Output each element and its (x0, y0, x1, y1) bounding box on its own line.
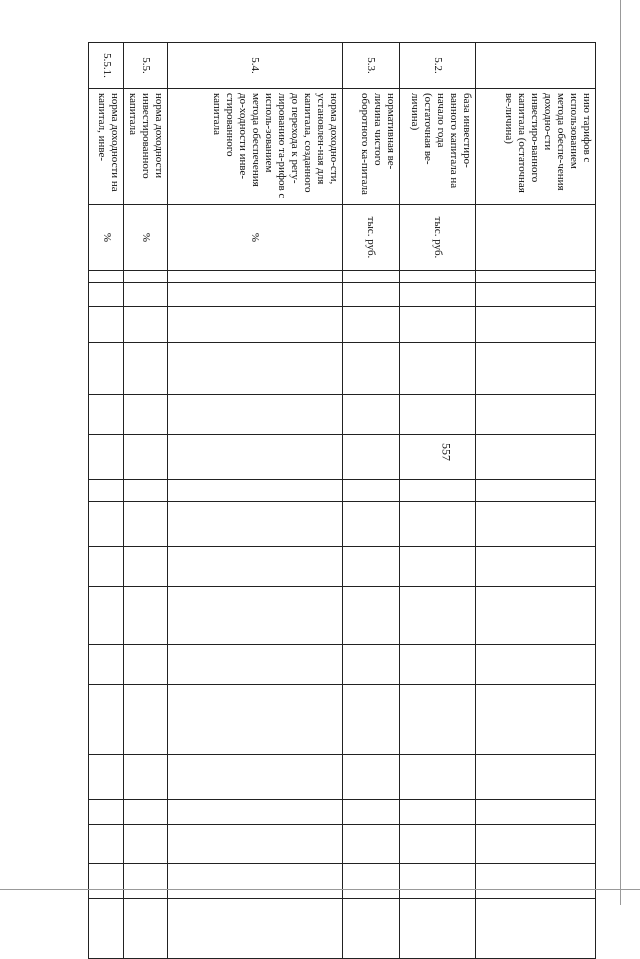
value-cell (124, 755, 168, 800)
table-row (124, 43, 168, 959)
value-cell (124, 587, 168, 645)
value-cell (343, 864, 400, 899)
value-cell (476, 502, 596, 547)
value-cell (124, 864, 168, 899)
value-cell (343, 645, 400, 685)
value-cell (400, 283, 476, 307)
value-cell (476, 685, 596, 755)
value-cell (476, 800, 596, 825)
value-cell (89, 645, 124, 685)
value-cell (400, 587, 476, 645)
value-cell (476, 395, 596, 435)
value-cell (343, 800, 400, 825)
value-cell (400, 480, 476, 502)
value-cell (124, 395, 168, 435)
tariff-table (88, 42, 596, 959)
row-name: норма доходности на капитал, инве- (89, 89, 124, 205)
row-number: 5.2. (400, 43, 476, 89)
value-cell (124, 271, 168, 283)
value-cell (343, 395, 400, 435)
row-name: норма доходности инвестированного капитала (124, 89, 168, 205)
value-cell (124, 645, 168, 685)
value-cell (476, 825, 596, 864)
row-number (476, 43, 596, 89)
value-cell (343, 899, 400, 959)
row-number: 5.4. (168, 43, 343, 89)
value-cell (89, 307, 124, 343)
row-unit: тыс. руб. (343, 205, 400, 271)
value-cell (89, 825, 124, 864)
value-cell (124, 800, 168, 825)
value-cell (476, 645, 596, 685)
value-cell (476, 864, 596, 899)
value-cell (89, 502, 124, 547)
value-cell (89, 547, 124, 587)
value-cell (168, 587, 343, 645)
value-cell (89, 864, 124, 899)
value-cell (124, 899, 168, 959)
value-cell (400, 899, 476, 959)
row-unit: % (124, 205, 168, 271)
rotated-table-container (96, 42, 596, 878)
value-cell (168, 502, 343, 547)
table-row (89, 43, 124, 959)
value-cell (476, 283, 596, 307)
value-cell (343, 307, 400, 343)
row-number: 5.5. (124, 43, 168, 89)
row-number: 5.5.1. (89, 43, 124, 89)
value-cell (476, 899, 596, 959)
value-cell (168, 283, 343, 307)
value-cell (476, 547, 596, 587)
row-name: база инвестиро-ванного капитала на начало года (остаточная ве-личина) (400, 89, 476, 205)
value-cell (124, 547, 168, 587)
value-cell (168, 825, 343, 864)
value-cell (89, 343, 124, 395)
value-cell (400, 825, 476, 864)
row-name: нормативная ве-личина чистого оборотного ка-питала (343, 89, 400, 205)
value-cell (400, 645, 476, 685)
value-cell (476, 435, 596, 480)
value-cell (400, 343, 476, 395)
value-cell (168, 271, 343, 283)
value-cell (400, 864, 476, 899)
value-cell (168, 547, 343, 587)
row-unit: % (89, 205, 124, 271)
row-name: норма доходно-сти, установлен-ная для капитала, созданного до перехода к регу-лированию та-рифов с исполь-зованием метода обеспечения до-ходности инве-стированного капитала (168, 89, 343, 205)
value-cell (400, 395, 476, 435)
value-cell (124, 435, 168, 480)
row-unit (476, 205, 596, 271)
value-cell (476, 271, 596, 283)
value-cell (400, 685, 476, 755)
row-name: нию тарифов с использованием метода обеспе-чения доходно-сти инвестиро-ванного капитала (остаточная ве-личина) (476, 89, 596, 205)
value-cell (168, 435, 343, 480)
value-cell (89, 480, 124, 502)
value-cell (89, 435, 124, 480)
row-unit: % (168, 205, 343, 271)
scan-edge-line (0, 889, 640, 890)
value-cell (124, 307, 168, 343)
value-cell (400, 547, 476, 587)
value-cell (343, 547, 400, 587)
value-cell (343, 271, 400, 283)
value-cell (400, 800, 476, 825)
value-cell (89, 755, 124, 800)
value-cell (89, 283, 124, 307)
value-cell (343, 825, 400, 864)
value-cell (400, 271, 476, 283)
table-row (476, 43, 596, 959)
value-cell (168, 864, 343, 899)
value-cell (124, 502, 168, 547)
value-cell (476, 307, 596, 343)
value-cell (168, 899, 343, 959)
value-cell (89, 800, 124, 825)
page-number: 557 (439, 443, 454, 461)
value-cell (343, 435, 400, 480)
value-cell (89, 587, 124, 645)
row-unit: тыс. руб. (400, 205, 476, 271)
value-cell (168, 480, 343, 502)
value-cell (400, 755, 476, 800)
value-cell (168, 395, 343, 435)
table-row (343, 43, 400, 959)
value-cell (343, 587, 400, 645)
value-cell (343, 685, 400, 755)
value-cell (476, 480, 596, 502)
value-cell (124, 480, 168, 502)
value-cell (168, 755, 343, 800)
value-cell (124, 343, 168, 395)
value-cell (168, 307, 343, 343)
row-number: 5.3. (343, 43, 400, 89)
table-row (400, 43, 476, 959)
value-cell (343, 502, 400, 547)
scan-edge-line (620, 0, 621, 905)
value-cell (89, 685, 124, 755)
table-row (168, 43, 343, 959)
value-cell (124, 685, 168, 755)
value-cell (124, 825, 168, 864)
value-cell (400, 307, 476, 343)
value-cell (89, 271, 124, 283)
value-cell (89, 395, 124, 435)
value-cell (476, 755, 596, 800)
value-cell (343, 480, 400, 502)
value-cell (343, 343, 400, 395)
value-cell (343, 755, 400, 800)
value-cell (168, 343, 343, 395)
value-cell (400, 435, 476, 480)
value-cell (476, 587, 596, 645)
value-cell (124, 283, 168, 307)
value-cell (343, 283, 400, 307)
value-cell (168, 800, 343, 825)
value-cell (89, 899, 124, 959)
value-cell (168, 645, 343, 685)
value-cell (400, 502, 476, 547)
value-cell (476, 343, 596, 395)
value-cell (168, 685, 343, 755)
